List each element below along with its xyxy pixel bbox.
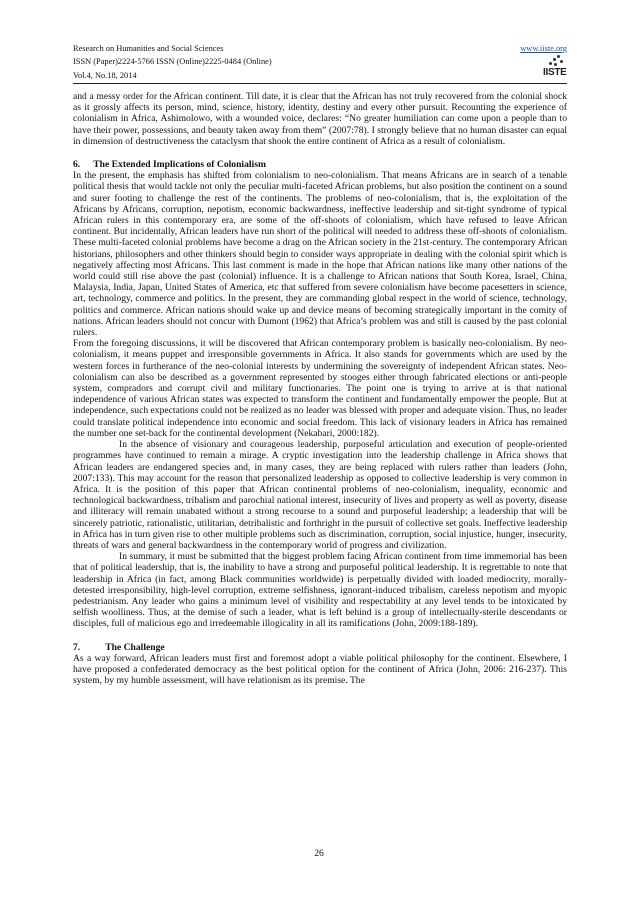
section-heading-7 — [73, 642, 567, 653]
page-header — [73, 42, 567, 82]
volume-line: Vol.4, No.18, 2014 — [73, 70, 137, 80]
section-number: 7. — [73, 641, 81, 653]
paragraph-7-1: As a way forward, African leaders must first and foremost adopt a viable political philosophy for the continent. Elsewhere, I have proposed a confederated democracy as the best political option for the continent of Africa (John, 2006: 216-237). This system, by my humble assessment, will have relationism as its premise. The — [73, 652, 567, 687]
section-title: The Extended Implications of Colonialism — [93, 159, 266, 171]
journal-url-link[interactable]: www.iiste.org — [520, 44, 567, 53]
paragraph-intro: and a messy order for the African continent. Till date, it is clear that the African has not truly recovered from the colonial shock as it grossly affects its person, mind, science, history, identity, destiny and every other pursuit. Recounting the experience of colonialism in Africa, Ashimolowo, with a wounded voice, declares: “No greater humiliation can come upon a people than to have their power, possessions, and beauty taken away from them” (2007:78). I strongly believe that no human disaster can equal in dimension of destructiveness the cataclysm that shook the entire continent of Africa as a result of colonialism. — [73, 91, 567, 147]
iiste-logo — [543, 54, 567, 80]
section-heading-6 — [73, 159, 567, 170]
logo-text: IISTE — [543, 67, 567, 78]
article-body — [73, 91, 567, 686]
section-number: 6. — [73, 159, 81, 171]
paragraph-6-3: In the absence of visionary and courageous leadership, purposeful articulation and execution of people-oriented programmes have continued to remain a mirage. A cryptic investigation into the leadership challenge in Africa shows that African leaders are endangered species and, in many cases, they are being replaced with rulers rather than leaders (John, 2007:133). This may account for the reason that personalized leadership as opposed to collective leadership is very common in Africa. It is the position of this paper that African continental problems of neo-colonialism, inequality, economic and technological backwardness, tribalism and parochial national interest, insecurity of lives and property as well as poverty, disease and illiteracy will remain unabated without a strong recourse to a sound and purposeful leadership; a leadership that will be sincerely patriotic, rationalistic, utilitarian, detribalistic and forthright in the pursuit of collective set goals. Ineffective leadership in Africa has in turn given rise to other multiple problems such as discrimination, corruption, social injustice, hunger, insecurity, threats of wars and general backwardness in the contemporary world of progress and civilization. — [73, 439, 567, 551]
paragraph-6-1: In the present, the emphasis has shifted from colonialism to neo-colonialism. That means Africans are in search of a tenable political thesis that would tackle not only the peculiar multi-faceted African problems, but also position the continent on a sound and surer footing to challenge the rest of the continents. The problems of neo-colonialism, that is, the exploitation of the Africans by Africans, corruption, nepotism, economic backwardness, ineffective leadership and sit-tight syndrome of typical African rulers in this contemporary era, are some of the off-shoots of colonialism, which have refused to leave African continent. But incidentally, African leaders have run short of the political will needed to address these off-shoots of colonialism. These multi-faceted colonial problems have become a drag on the African society in the 21st-century. The contemporary African historians, philosophers and other thinkers should begin to consider ways appropriate in dealing with the colonial spirit which is negatively affecting most Africans. This last comment is made in the hope that African nations like many other nations of the world could still rise above the past (colonial) influence. It is a challenge to African nations that South Korea, Israel, China, Malaysia, India, Japan, United States of America, etc that suffered from severe colonialism have become pacesetters in science, art, technology, commerce and politics. In the present, they are commanding global respect in the world of science, technology, politics and commerce. African nations should wake up and device means of becoming strategically important in the comity of nations. African leaders should not concur with Dumont (1962) that Africa’s problem was and still is caused by the past colonial rulers. — [73, 170, 567, 339]
paragraph-6-2: From the foregoing discussions, it will be discovered that African contemporary problem is basically neo-colonialism. By neo-colonialism, it means puppet and irresponsible governments in Africa. It also stands for governments which are used by the western forces in furtherance of the neo-colonial interests by undermining the sovereignty of independent African states. Neo-colonialism can also be described as a government represented by stooges either through fabricated elections or anti-people system, compradors and corrupt civil and military functionaries. The point one is trying to arrive at is that national independence of various African states was expected to transform the continent and fundamentally empower the people. But at independence, such expectations could not be realized as no leader was blessed with proper and adequate vision. Thus, no leader could translate political independence into economic and social freedom. This lack of visionary leaders in Africa has remained the number one set-back for the continental development (Nekabari, 2000:182). — [73, 338, 567, 439]
section-title: The Challenge — [105, 641, 165, 653]
paragraph-6-4: In summary, it must be submitted that the biggest problem facing African continent from time immemorial has been that of political leadership, that is, the inability to have a strong and purposeful political leadership. It is regrettable to note that leadership in Africa (in fact, among Black communities worldwide) is perpetually divided with loaded mediocrity, morally-detested irresponsibility, high-level corruption, extreme selfishness, ignorant-induced tribalism, careless nepotism and myopic pedestrianism. Any leader who gains a minimum level of visibility and respectability at any level tends to be intoxicated by selfish woolliness. Thus, at the demise of such a leader, what is left behind is a group of intellectually-sterile descendants or disciples, full of malicious ego and irredeemable illogicality in all its ramifications (John, 2009:188-189). — [73, 551, 567, 630]
journal-name: Research on Humanities and Social Sciences — [73, 44, 224, 53]
header-divider — [73, 83, 567, 84]
page-number: 26 — [314, 848, 324, 859]
issn-line: ISSN (Paper)2224-5766 ISSN (Online)2225-0484 (Online) — [73, 57, 272, 67]
